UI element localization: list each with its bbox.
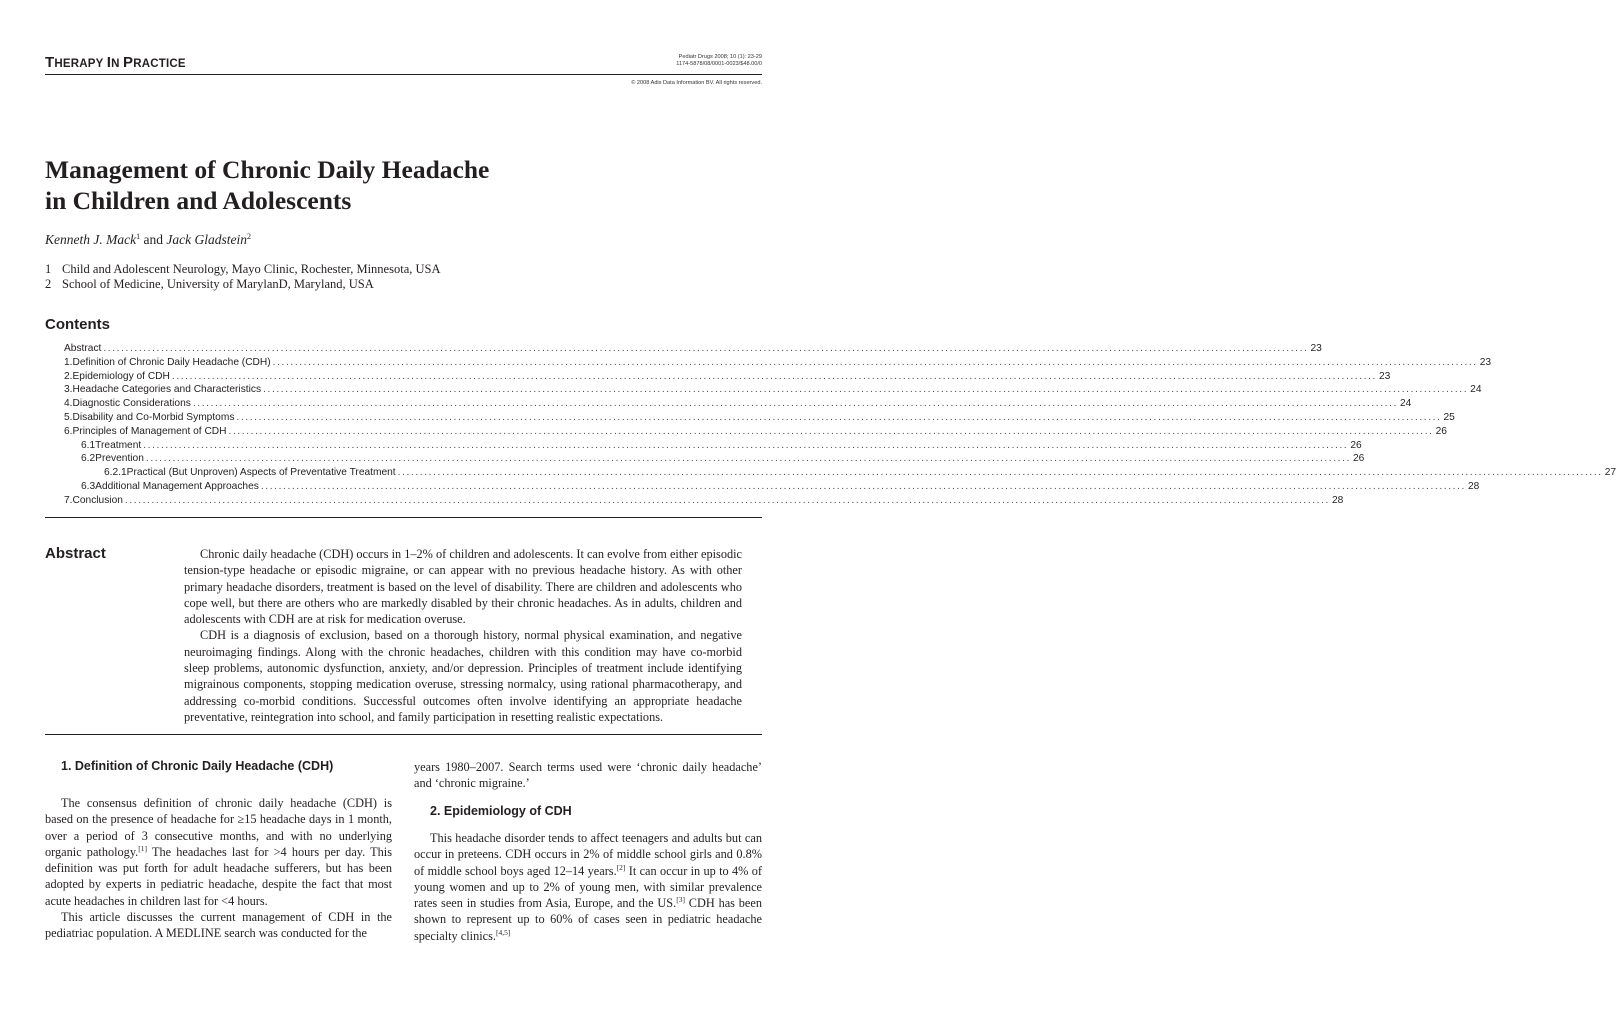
affiliation-text: School of Medicine, University of MarylanD, Maryland, USA — [62, 277, 374, 291]
author-conjunction: and — [143, 232, 163, 247]
affiliation — [45, 276, 374, 292]
section-heading: 1. Definition of Chronic Daily Headache (CDH) — [61, 759, 334, 773]
toc-entry[interactable]: 6.1 Treatment ..... 26 — [64, 440, 770, 454]
abstract-paragraph: Chronic daily headache (CDH) occurs in 1–2% of children and adolescents. It can evolve from either episodic tension-type headache or episodic migraine, or can appear with no previous headache history. As with other primary headache disorders, treatment is based on the level of disability. There are children and adolescents who cope well, but there are others who are markedly disabled by their chronic headaches. As in adults, children and adolescents with CDH are at risk for medication overuse. — [184, 547, 742, 627]
citation-ref[interactable]: [3] — [676, 895, 685, 905]
body-column-right — [414, 830, 762, 944]
body-paragraph: This article discusses the current management of CDH in the pediatriac population. A MEDLINE search was conducted for the — [45, 910, 392, 941]
toc-entry[interactable]: 6. Principles of Management of CDH ..... 26 — [64, 426, 770, 440]
abstract-paragraph: CDH is a diagnosis of exclusion, based on a thorough history, normal physical examination, and negative neuroimaging findings. Along with the chronic headaches, children with this condition may have co-morbid sleep problems, autonomic dysfunction, anxiety, and/or depression. Principles of treatment include identifying migrainous components, stopping medication overuse, stressing normalcy, using rational pharmacotherapy, and addressing co-morbid conditions. Successful outcomes often involve identifying an appropriate headache preventative, reintegration into school, and family participation in resetting realistic expectations. — [184, 628, 742, 724]
toc-entry[interactable]: 6.2.1 Practical (But Unproven) Aspects of Preventative Treatment ..... 27 — [64, 467, 770, 481]
affiliation-text: Child and Adolescent Neurology, Mayo Clinic, Rochester, Minnesota, USA — [62, 262, 441, 276]
toc-entry[interactable]: 6.3 Additional Management Approaches ..... 28 — [64, 481, 770, 495]
body-paragraph: years 1980–2007. Search terms used were ‘chronic daily headache’ and ‘chronic migraine.’ — [414, 760, 762, 791]
abstract-heading: Abstract — [45, 545, 106, 562]
affiliation-number: 2 — [45, 277, 52, 291]
toc-entry[interactable]: 2. Epidemiology of CDH ..... 23 — [64, 371, 770, 385]
journal-citation — [676, 54, 762, 69]
abstract-body — [184, 546, 742, 725]
title-line: in Children and Adolescents — [45, 186, 352, 215]
table-of-contents — [64, 343, 1616, 509]
toc-entry[interactable]: 6.2 Prevention ..... 26 — [64, 453, 770, 467]
author-list — [45, 232, 251, 248]
toc-entry[interactable]: 4. Diagnostic Considerations ..... 24 — [64, 398, 770, 412]
article-title — [45, 154, 685, 216]
body-paragraph: The consensus definition of chronic daily headache (CDH) is based on the presence of headache for ≥15 headache days in 1 month, over a period of 3 consecutive months, and with no underlying organic pathology.[1] The headaches last for >4 hours per day. This definition was put forth for adult headache sufferers, but has been adopted by experts in pediatric headache, despite the fact that most acute headaches in children last for <4 hours. — [45, 796, 392, 908]
affiliation — [45, 261, 441, 277]
toc-entry[interactable]: 5. Disability and Co-Morbid Symptoms ..... 25 — [64, 412, 770, 426]
toc-entry[interactable]: 7. Conclusion ..... 28 — [64, 495, 770, 509]
author-name: Jack Gladstein — [166, 232, 247, 247]
citation-line: Pediatr Drugs 2008; 10 (1): 23-29 — [678, 54, 762, 60]
citation-ref[interactable]: [1] — [138, 843, 148, 853]
toc-entry[interactable]: 1. Definition of Chronic Daily Headache (CDH) ..... 23 — [64, 357, 770, 371]
citation-ref[interactable]: [4,5] — [495, 927, 511, 937]
author-affiliation-mark: 1 — [136, 232, 141, 241]
citation-ref[interactable]: [2] — [616, 862, 626, 872]
journal-series-label: THERAPY IN PRACTICE — [45, 54, 186, 71]
section-heading: 2. Epidemiology of CDH — [430, 804, 572, 818]
toc-entry[interactable]: 3. Headache Categories and Characteristics ..... 24 — [64, 384, 770, 398]
toc-entry[interactable]: Abstract ..... 23 — [64, 343, 770, 357]
author-name: Kenneth J. Mack — [45, 232, 137, 247]
abstract-divider — [45, 734, 762, 735]
body-column-left — [45, 795, 392, 942]
contents-heading: Contents — [45, 316, 110, 333]
affiliation-number: 1 — [45, 262, 52, 276]
citation-line: 1174-5878/08/0001-0023/$48.00/0 — [676, 61, 762, 68]
contents-divider — [45, 517, 762, 518]
copyright-notice: © 2008 Adis Data Information BV. All rights reserved. — [631, 80, 762, 86]
header-divider — [45, 74, 762, 75]
body-paragraph: This headache disorder tends to affect teenagers and adults but can occur in preteens. CDH occurs in 2% of middle school girls and 0.8% of middle school boys aged 12–14 years.[2] It can occur in up to 4% of young women and up to 2% of young men, with similar prevalence rates seen in studies from Asia, Europe, and the US.[3] CDH has been shown to represent up to 60% of cases seen in pediatric headache specialty clinics.[4,5] — [414, 831, 762, 943]
title-line: Management of Chronic Daily Headache — [45, 155, 490, 184]
body-column-right-top — [414, 759, 762, 792]
author-affiliation-mark: 2 — [246, 232, 251, 241]
